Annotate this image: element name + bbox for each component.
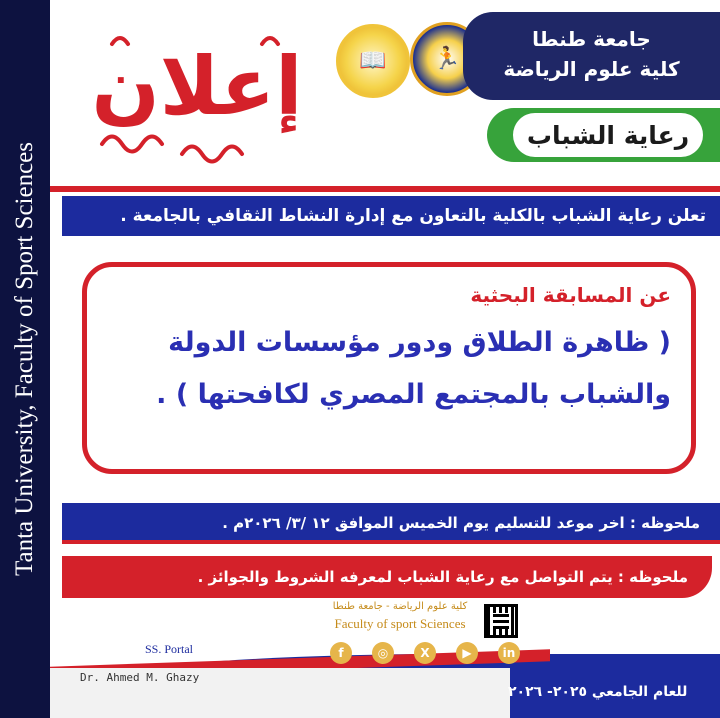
youth-care-label: رعاية الشباب [513,113,703,157]
qr-code[interactable] [484,604,518,638]
intro-banner [62,196,720,236]
side-band [0,0,50,718]
intro-text: تعلن رعاية الشباب بالكلية بالتعاون مع إدارة النشاط الثقافي بالجامعة . [120,206,706,226]
topic-line-1: ( ظاهرة الطلاق ودور مؤسسات الدولة [168,327,671,358]
deadline-text: ملحوظه : اخر موعد للتسليم يوم الخميس الموافق ١٢ /٣/ ٢٠٢٦م . [222,514,700,532]
faculty-name: كلية علوم الرياضة [503,57,680,81]
competition-card [82,262,696,474]
contact-text: ملحوظه : يتم التواصل مع رعاية الشباب لمعرفه الشروط والجوائز . [197,568,688,586]
x-icon[interactable]: X [414,642,436,664]
youtube-icon[interactable]: ▶ [456,642,478,664]
deadline-note [62,503,720,543]
competition-topic [107,317,671,421]
instagram-icon[interactable]: ◎ [372,642,394,664]
footer-faculty-en: Faculty of sport Sciences [334,616,466,631]
athlete-icon: 🏃 [433,46,461,72]
deadline-accent [62,540,720,544]
facebook-icon[interactable]: f [330,642,352,664]
topic-line-2: والشباب بالمجتمع المصري لكافحتها ) . [156,379,671,410]
announcement-word: إعلان [91,40,303,133]
social-icons [330,642,520,664]
book-icon: 📖 [359,48,387,74]
youth-care-badge [487,108,720,162]
portal-label: SS. Portal [145,642,194,656]
linkedin-icon[interactable]: in [498,642,520,664]
announcement-calligraphy [82,14,312,184]
academic-year: للعام الجامعي ٢٠٢٥- ٢٠٢٦ [508,684,688,700]
contact-note [62,556,712,598]
footer-faculty-ar: كلية علوم الرياضة - جامعة طنطا [332,601,468,612]
designer-signature: Dr. Ahmed M. Ghazy [80,671,200,684]
tanta-university-logo [336,24,410,98]
competition-title: عن المسابقة البحثية [470,283,671,307]
divider-red [50,186,720,192]
footer-branding [320,601,480,632]
university-name: جامعة طنطا [532,27,651,51]
header-box [463,12,720,100]
side-university-text: Tanta University, Faculty of Sport Sciences [11,141,38,577]
